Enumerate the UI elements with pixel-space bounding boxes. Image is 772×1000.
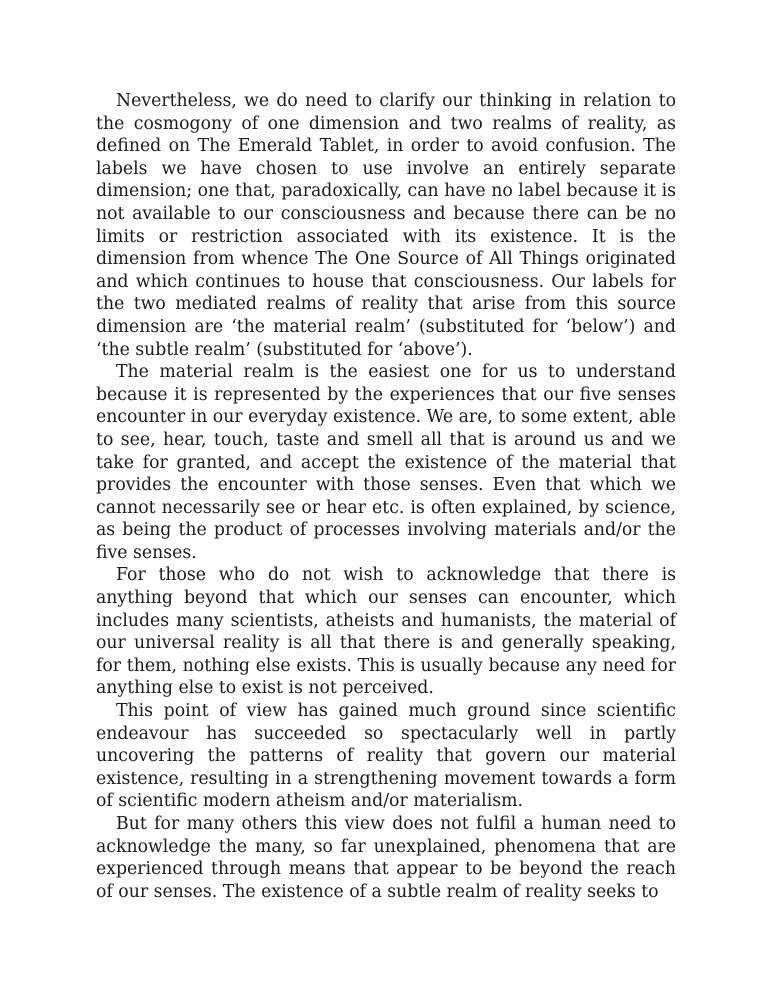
paragraph-materialist-view: For those who do not wish to acknowledge that there is anything beyond that which our senses can encounter, which includes many scientists, atheists and humanists, the material of our universal reality is all that there is and generally speaking, for them, nothing else exists. This is usually because any need for anything else to exist is not perceived. [96,565,676,699]
paragraph-emerald-tablet: Nevertheless, we do need to clarify our thinking in relation to the cosmogony of one dimension and two realms of reality, as defined on The Emerald Tablet, in order to avoid confusion. The labels we have chosen to use involve an entirely separate dimension; one that, paradoxically, can have no label because it is not available to our consciousness and because there can be no limits or restriction associated with its existence. It is the dimension from whence The One Source of All Things originated and which continues to house that consciousness. Our labels for the two mediated realms of reality that arise from this source dimension are ‘the material realm’ (substituted for ‘below’) and ‘the subtle realm’ (substituted for ‘above’). [96,91,676,360]
paragraph-material-realm: The material realm is the easiest one for us to understand because it is represented by the experiences that our five senses encounter in our everyday existence. We are, to some extent, able to see, hear, touch, taste and smell all that is around us and we take for granted, and accept the existence of the material that provides the encounter with those senses. Even that which we cannot necessarily see or hear etc. is often explained, by science, as being the product of processes involving materials and/or the five senses. [96,362,676,563]
paragraph-subtle-realm: But for many others this view does not fulfil a human need to acknowledge the many, so far unexplained, phenomena that are experienced through means that appear to be beyond the reach of our senses. The existence of a subtle realm of reality seeks to [96,814,676,902]
paragraph-scientific-atheism: This point of view has gained much ground since scientific endeavour has succeeded so spectacularly well in partly uncovering the patterns of reality that govern our material existence, resulting in a strengthening movement towards a form of scientific modern atheism and/or materialism. [96,701,676,812]
document-page [96,90,676,903]
